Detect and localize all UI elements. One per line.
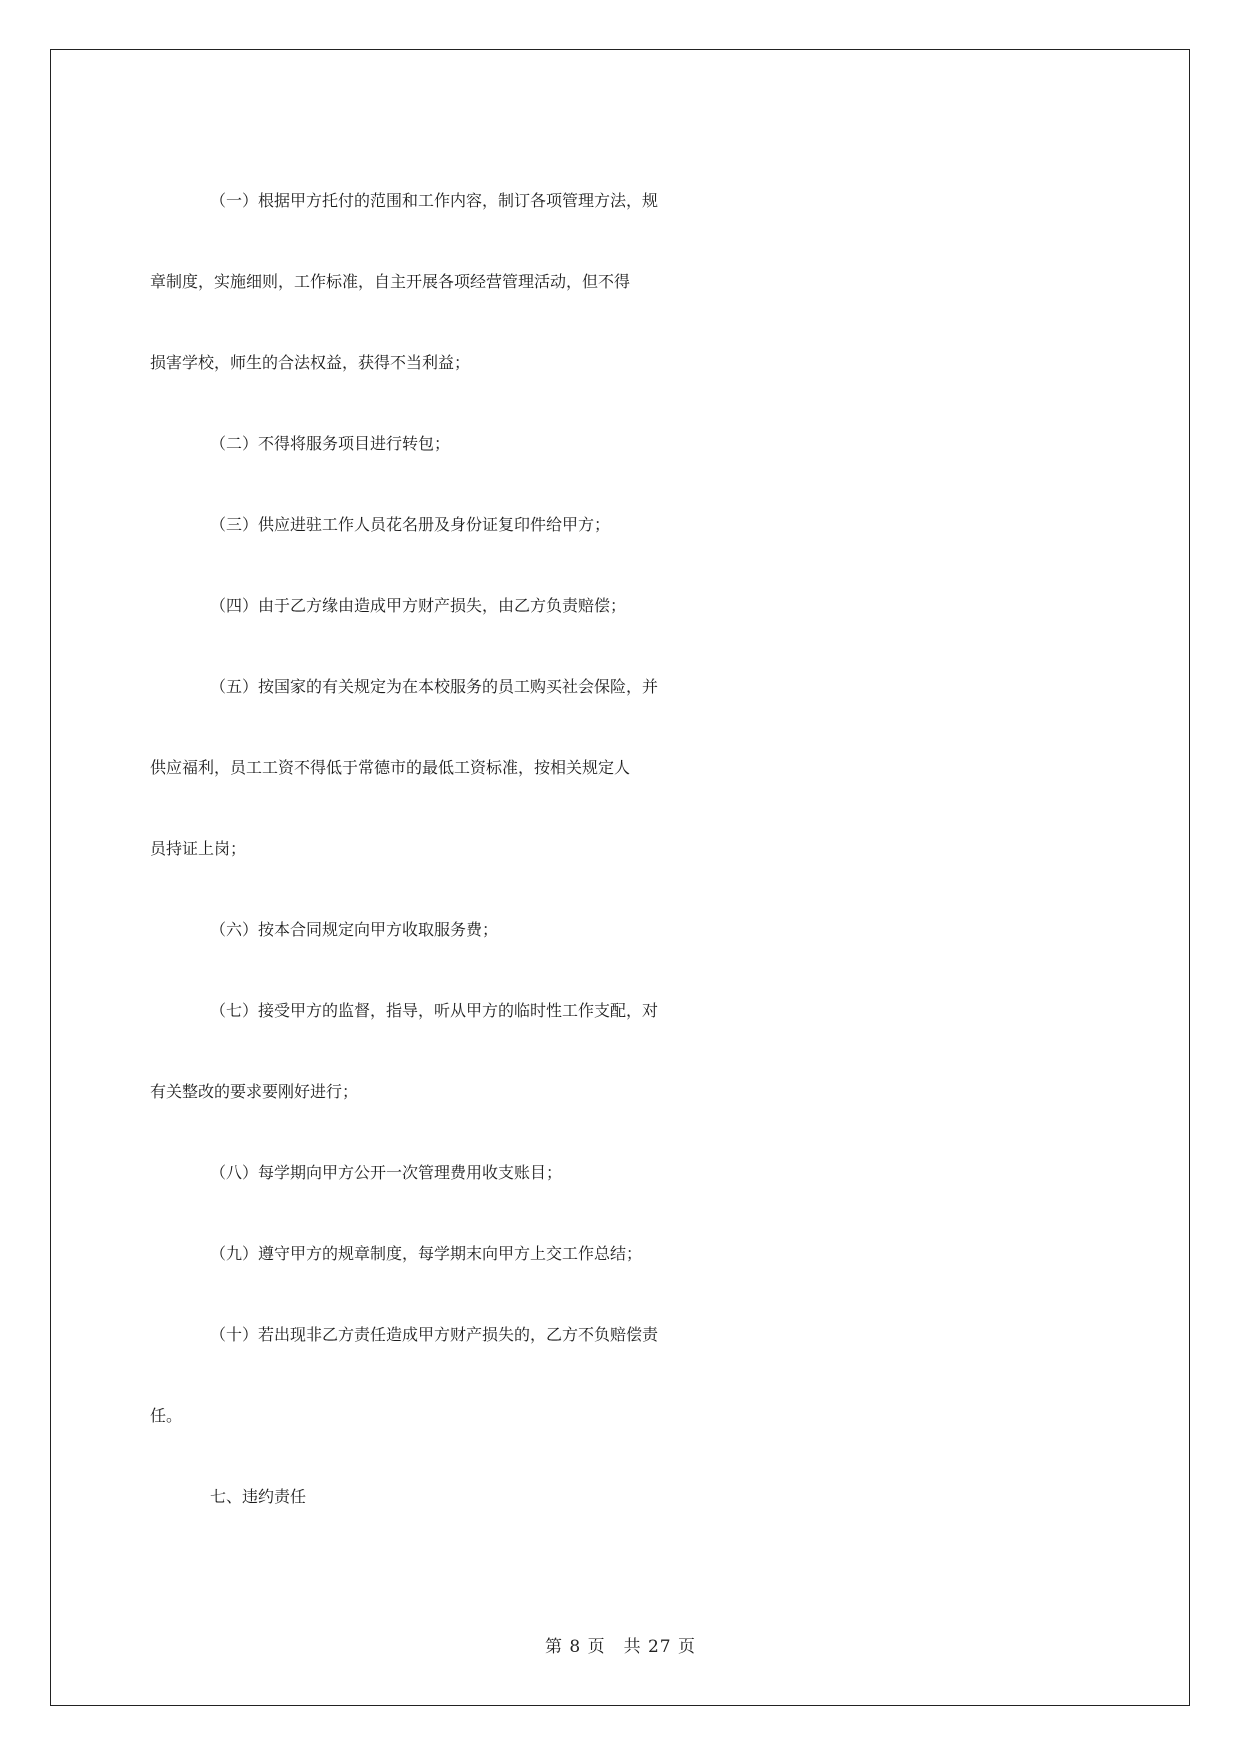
text-line: （四）由于乙方缘由造成甲方财产损失，由乙方负责赔偿；: [210, 596, 627, 615]
section-heading: [150, 1456, 1086, 1537]
text-line: 有关整改的要求要刚好进行；: [150, 1082, 359, 1101]
text-line: 员持证上岗；: [150, 839, 247, 858]
text-line: （一）根据甲方托付的范围和工作内容，制订各项管理方法，规: [210, 191, 659, 210]
text-line: 章制度，实施细则，工作标准，自主开展各项经营管理活动，但不得: [150, 272, 631, 291]
text-line: （八）每学期向甲方公开一次管理费用收支账目；: [210, 1163, 563, 1182]
page-footer: 第 8 页 共 27 页: [544, 1637, 697, 1657]
text-line: （九）遵守甲方的规章制度，每学期末向甲方上交工作总结；: [210, 1244, 643, 1263]
text-line: 损害学校，师生的合法权益，获得不当利益；: [150, 353, 471, 372]
text-line: （二）不得将服务项目进行转包；: [210, 434, 451, 453]
heading-text: 七、违约责任: [210, 1487, 307, 1506]
paragraph: [150, 403, 1086, 484]
paragraph: [150, 484, 1086, 565]
paragraph: [150, 1132, 1086, 1213]
text-line: （十）若出现非乙方责任造成甲方财产损失的，乙方不负赔偿责: [210, 1325, 659, 1344]
paragraph: [150, 565, 1086, 646]
paragraph: [150, 889, 1086, 970]
document-body: [150, 160, 1086, 1537]
text-line: （六）按本合同规定向甲方收取服务费；: [210, 920, 499, 939]
paragraph: [150, 970, 1086, 1132]
text-line: （五）按国家的有关规定为在本校服务的员工购买社会保险，并: [210, 677, 659, 696]
text-line: （三）供应进驻工作人员花名册及身份证复印件给甲方；: [210, 515, 611, 534]
paragraph: [150, 160, 1086, 403]
text-line: 任。: [150, 1406, 183, 1425]
paragraph: [150, 646, 1086, 889]
paragraph: [150, 1213, 1086, 1294]
paragraph: [150, 1294, 1086, 1456]
text-line: 供应福利，员工工资不得低于常德市的最低工资标准，按相关规定人: [150, 758, 631, 777]
text-line: （七）接受甲方的监督，指导，听从甲方的临时性工作支配，对: [210, 1001, 659, 1020]
